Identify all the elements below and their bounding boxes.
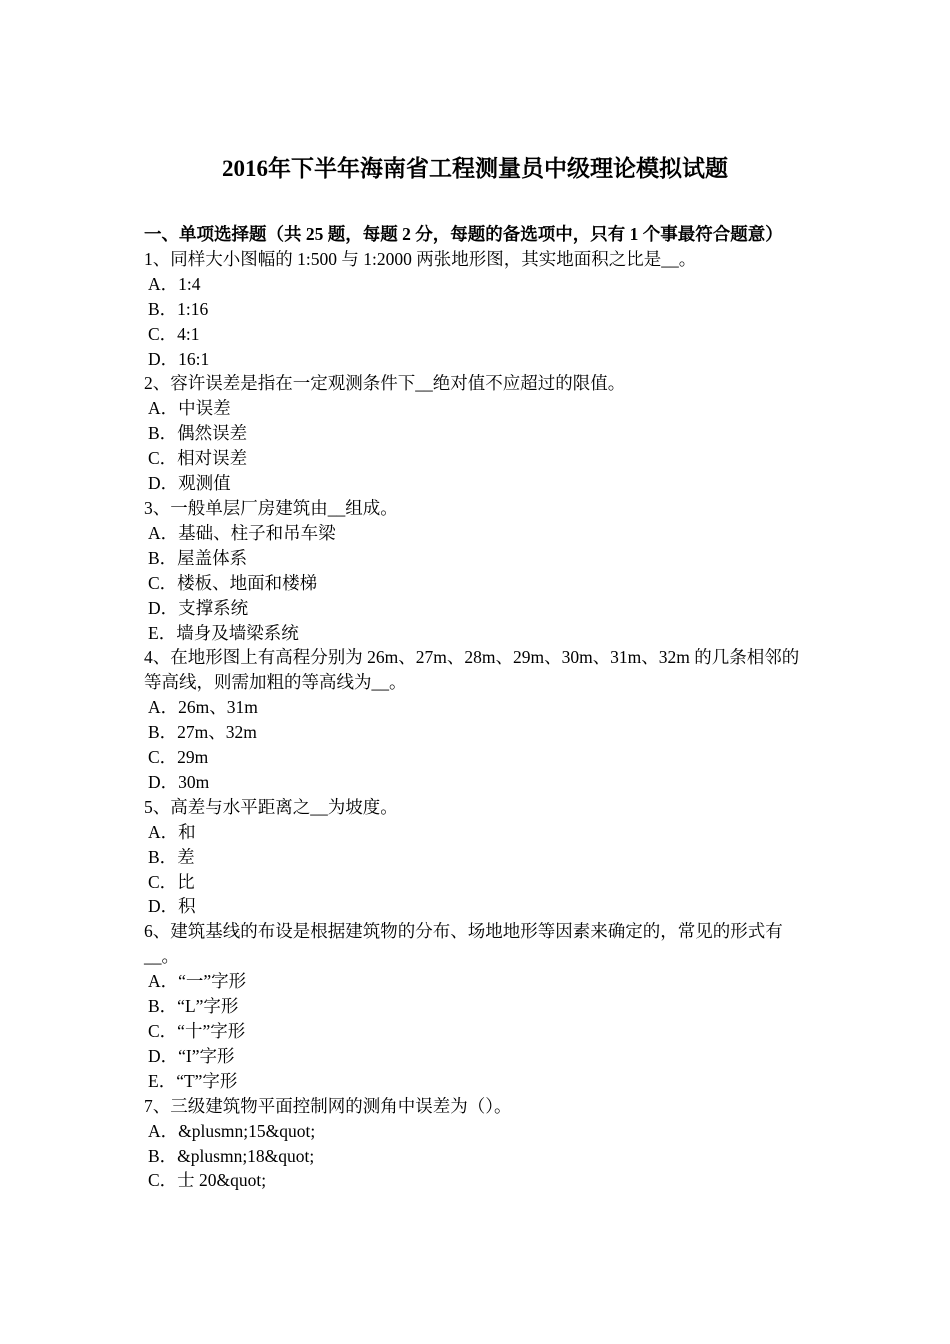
answer-option: A．26m、31m	[148, 697, 258, 718]
answer-option: D．“I”字形	[148, 1045, 235, 1066]
question-stem: 4、在地形图上有高程分别为 26m、27m、28m、29m、30m、31m、32m 的几条相邻的等高线，则需加粗的等高线为__。	[144, 647, 800, 693]
answer-option: C．比	[148, 871, 195, 892]
answer-option: A．&plusmn;15&quot;	[148, 1120, 316, 1141]
question-stem: 2、容许误差是指在一定观测条件下__绝对值不应超过的限值。	[144, 373, 626, 394]
answer-option: B．偶然误差	[148, 423, 248, 444]
question-4	[144, 645, 810, 794]
answer-option: B．屋盖体系	[148, 547, 248, 568]
answer-option: D．积	[148, 896, 196, 917]
question-5	[144, 795, 810, 920]
answer-option: B．27m、32m	[148, 722, 257, 743]
answer-option: B．差	[148, 846, 195, 867]
answer-option: C．“十”字形	[148, 1021, 246, 1041]
question-1	[144, 247, 810, 372]
answer-option: D．16:1	[148, 348, 210, 369]
question-stem: 6、建筑基线的布设是根据建筑物的分布、场地地形等因素来确定的，常见的形式有__。	[144, 921, 783, 967]
answer-option: D．观测值	[148, 473, 231, 494]
question-7	[144, 1094, 810, 1194]
question-3	[144, 496, 810, 645]
answer-option: A．1:4	[148, 273, 201, 294]
answer-option: C．楼板、地面和楼梯	[148, 572, 318, 593]
answer-option: A．基础、柱子和吊车梁	[148, 522, 336, 543]
question-stem: 5、高差与水平距离之__为坡度。	[144, 796, 398, 817]
answer-option: E．“T”字形	[148, 1070, 238, 1091]
answer-option: A．“一”字形	[148, 971, 247, 992]
answer-option: C．4:1	[148, 323, 200, 344]
question-2	[144, 371, 810, 496]
answer-option: D．支撑系统	[148, 597, 249, 618]
question-stem: 7、三级建筑物平面控制网的测角中误差为（）。	[144, 1095, 512, 1116]
answer-option: E．墙身及墙梁系统	[148, 622, 299, 643]
document-title: 2016年下半年海南省工程测量员中级理论模拟试题	[222, 156, 728, 181]
answer-option: A．中误差	[148, 398, 231, 419]
question-stem: 3、一般单层厂房建筑由__组成。	[144, 497, 398, 518]
question-stem: 1、同样大小图幅的 1:500 与 1:2000 两张地形图，其实地面积之比是__。	[144, 248, 697, 269]
question-6	[144, 919, 810, 1093]
answer-option: D．30m	[148, 771, 210, 792]
answer-option: B．“L”字形	[148, 996, 239, 1017]
answer-option: C．29m	[148, 747, 209, 768]
answer-option: B．1:16	[148, 298, 209, 319]
answer-option: B．&plusmn;18&quot;	[148, 1145, 315, 1166]
section-heading: 一、单项选择题（共 25 题，每题 2 分，每题的备选项中，只有 1 个事最符合题意）	[144, 224, 783, 244]
answer-option: A．和	[148, 821, 196, 842]
answer-option: C．相对误差	[148, 448, 248, 469]
answer-option: C．士 20&quot;	[148, 1170, 267, 1191]
document-body	[144, 222, 810, 1193]
